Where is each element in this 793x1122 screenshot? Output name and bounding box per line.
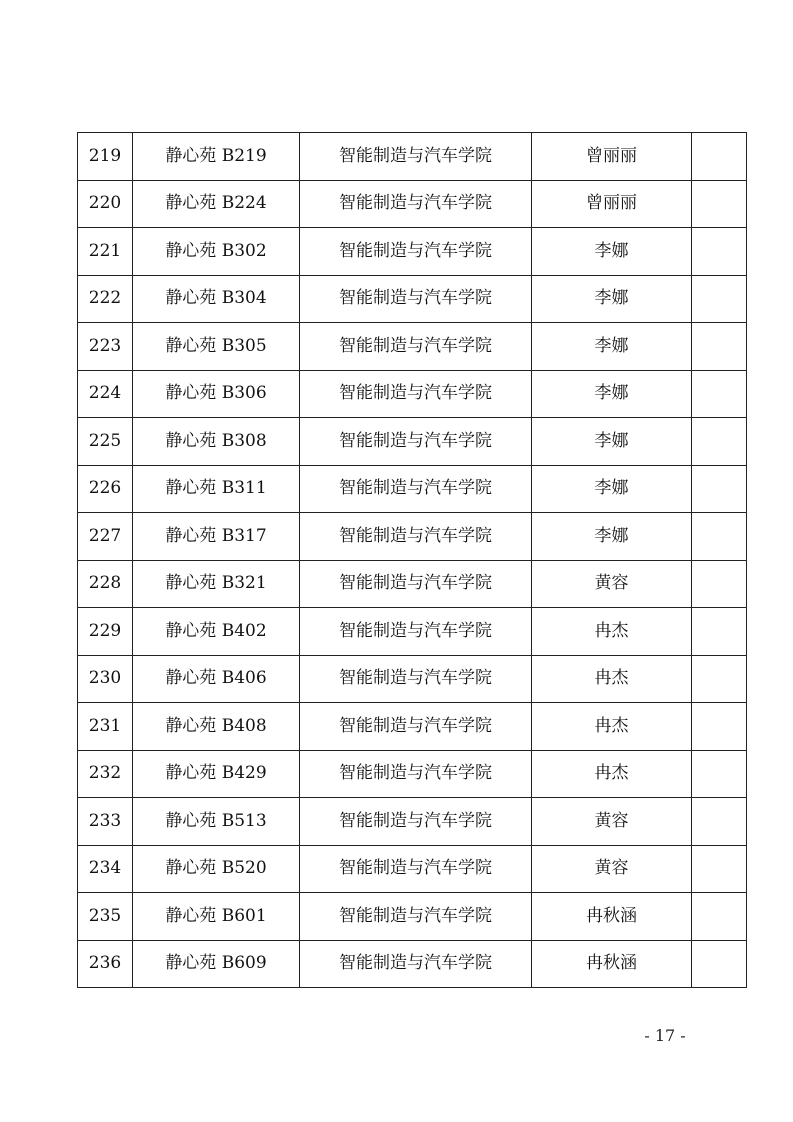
cell-college: 智能制造与汽车学院 <box>300 845 532 893</box>
table-row <box>78 513 747 561</box>
cell-person: 冉秋涵 <box>532 893 692 941</box>
cell-room: 静心苑 B219 <box>133 133 300 181</box>
cell-number: 221 <box>78 228 133 276</box>
cell-number: 225 <box>78 418 133 466</box>
cell-number: 233 <box>78 798 133 846</box>
cell-room: 静心苑 B321 <box>133 560 300 608</box>
cell-person: 黄容 <box>532 845 692 893</box>
cell-number: 224 <box>78 370 133 418</box>
cell-college: 智能制造与汽车学院 <box>300 560 532 608</box>
cell-college: 智能制造与汽车学院 <box>300 370 532 418</box>
cell-room: 静心苑 B402 <box>133 608 300 656</box>
cell-college: 智能制造与汽车学院 <box>300 750 532 798</box>
cell-room: 静心苑 B520 <box>133 845 300 893</box>
cell-room: 静心苑 B305 <box>133 323 300 371</box>
cell-number: 234 <box>78 845 133 893</box>
cell-college: 智能制造与汽车学院 <box>300 940 532 988</box>
dormitory-table <box>77 132 747 988</box>
cell-number: 227 <box>78 513 133 561</box>
cell-note <box>692 228 747 276</box>
cell-number: 222 <box>78 275 133 323</box>
cell-college: 智能制造与汽车学院 <box>300 275 532 323</box>
cell-number: 228 <box>78 560 133 608</box>
table-row <box>78 323 747 371</box>
cell-number: 226 <box>78 465 133 513</box>
cell-person: 冉秋涵 <box>532 940 692 988</box>
cell-note <box>692 180 747 228</box>
cell-college: 智能制造与汽车学院 <box>300 323 532 371</box>
table-row <box>78 750 747 798</box>
table-row <box>78 560 747 608</box>
cell-number: 220 <box>78 180 133 228</box>
cell-college: 智能制造与汽车学院 <box>300 608 532 656</box>
cell-person: 冉杰 <box>532 655 692 703</box>
table-body <box>78 133 747 988</box>
table-row <box>78 845 747 893</box>
cell-person: 李娜 <box>532 370 692 418</box>
cell-room: 静心苑 B609 <box>133 940 300 988</box>
cell-number: 229 <box>78 608 133 656</box>
cell-room: 静心苑 B317 <box>133 513 300 561</box>
table-row <box>78 798 747 846</box>
table-row <box>78 940 747 988</box>
cell-college: 智能制造与汽车学院 <box>300 703 532 751</box>
cell-note <box>692 418 747 466</box>
cell-room: 静心苑 B408 <box>133 703 300 751</box>
cell-person: 曾丽丽 <box>532 133 692 181</box>
cell-college: 智能制造与汽车学院 <box>300 893 532 941</box>
table-row <box>78 418 747 466</box>
table-row <box>78 465 747 513</box>
table-row <box>78 655 747 703</box>
table-row <box>78 608 747 656</box>
cell-room: 静心苑 B304 <box>133 275 300 323</box>
cell-person: 冉杰 <box>532 750 692 798</box>
cell-note <box>692 465 747 513</box>
table-row <box>78 180 747 228</box>
cell-note <box>692 513 747 561</box>
cell-number: 223 <box>78 323 133 371</box>
cell-person: 李娜 <box>532 228 692 276</box>
cell-note <box>692 608 747 656</box>
cell-room: 静心苑 B224 <box>133 180 300 228</box>
cell-room: 静心苑 B406 <box>133 655 300 703</box>
cell-number: 235 <box>78 893 133 941</box>
cell-note <box>692 893 747 941</box>
table-row <box>78 370 747 418</box>
cell-note <box>692 133 747 181</box>
cell-number: 231 <box>78 703 133 751</box>
cell-person: 李娜 <box>532 323 692 371</box>
cell-college: 智能制造与汽车学院 <box>300 465 532 513</box>
cell-college: 智能制造与汽车学院 <box>300 180 532 228</box>
page-number: - 17 - <box>644 1026 686 1045</box>
cell-person: 李娜 <box>532 465 692 513</box>
cell-note <box>692 655 747 703</box>
cell-room: 静心苑 B601 <box>133 893 300 941</box>
cell-note <box>692 323 747 371</box>
cell-college: 智能制造与汽车学院 <box>300 418 532 466</box>
cell-person: 黄容 <box>532 798 692 846</box>
cell-note <box>692 750 747 798</box>
cell-college: 智能制造与汽车学院 <box>300 133 532 181</box>
cell-room: 静心苑 B429 <box>133 750 300 798</box>
cell-person: 李娜 <box>532 513 692 561</box>
table-row <box>78 133 747 181</box>
cell-room: 静心苑 B311 <box>133 465 300 513</box>
table-row <box>78 703 747 751</box>
cell-note <box>692 703 747 751</box>
cell-room: 静心苑 B308 <box>133 418 300 466</box>
cell-person: 黄容 <box>532 560 692 608</box>
cell-note <box>692 560 747 608</box>
cell-college: 智能制造与汽车学院 <box>300 513 532 561</box>
cell-number: 219 <box>78 133 133 181</box>
cell-number: 232 <box>78 750 133 798</box>
cell-person: 曾丽丽 <box>532 180 692 228</box>
cell-room: 静心苑 B306 <box>133 370 300 418</box>
table-row <box>78 893 747 941</box>
cell-person: 冉杰 <box>532 608 692 656</box>
cell-number: 236 <box>78 940 133 988</box>
cell-college: 智能制造与汽车学院 <box>300 655 532 703</box>
cell-note <box>692 370 747 418</box>
table-row <box>78 228 747 276</box>
cell-note <box>692 845 747 893</box>
cell-college: 智能制造与汽车学院 <box>300 228 532 276</box>
cell-room: 静心苑 B302 <box>133 228 300 276</box>
cell-person: 冉杰 <box>532 703 692 751</box>
cell-person: 李娜 <box>532 275 692 323</box>
cell-note <box>692 275 747 323</box>
cell-note <box>692 798 747 846</box>
cell-number: 230 <box>78 655 133 703</box>
cell-room: 静心苑 B513 <box>133 798 300 846</box>
cell-person: 李娜 <box>532 418 692 466</box>
table-row <box>78 275 747 323</box>
cell-college: 智能制造与汽车学院 <box>300 798 532 846</box>
cell-note <box>692 940 747 988</box>
